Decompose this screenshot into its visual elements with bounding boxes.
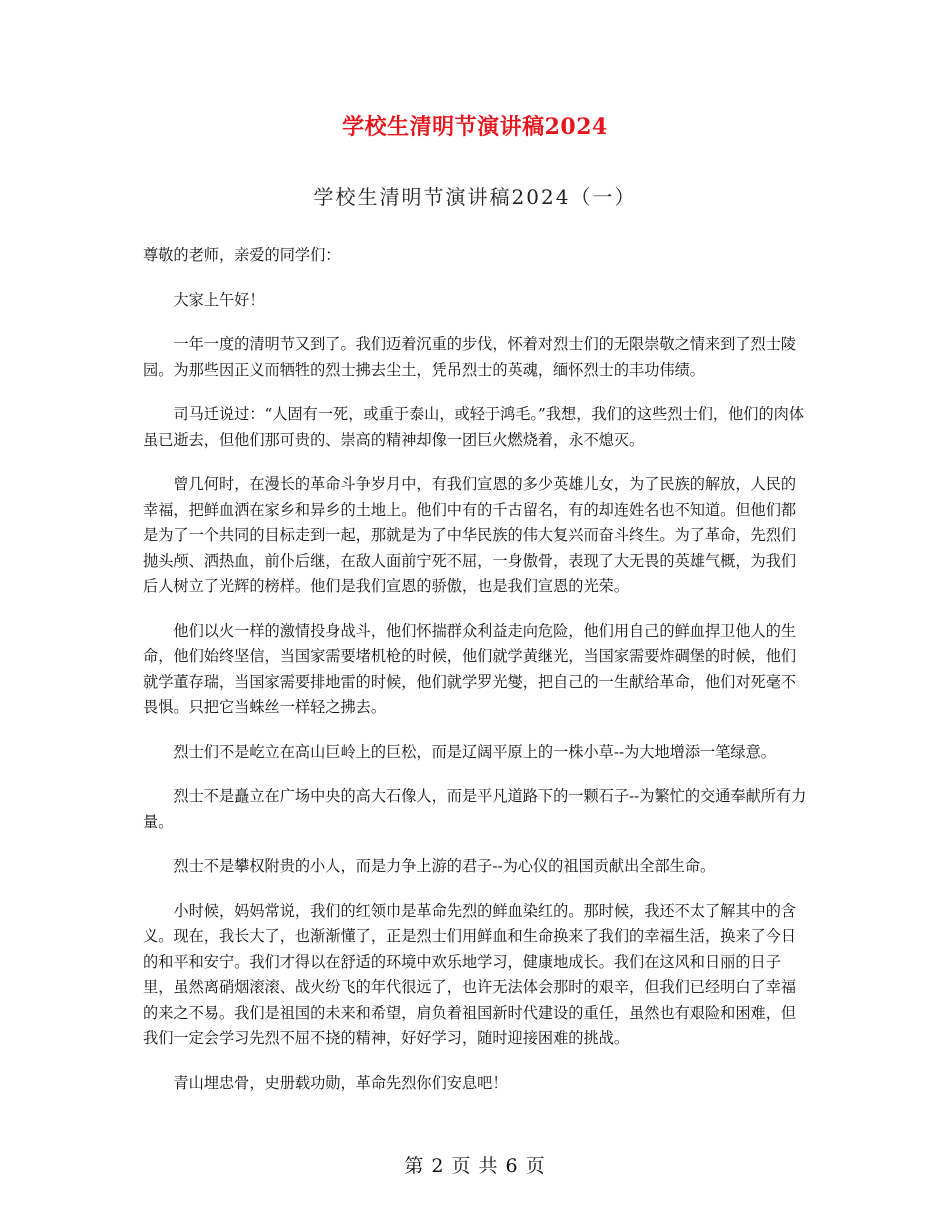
- body-paragraph: 小时候，妈妈常说，我们的红领巾是革命先烈的鲜血染红的。那时候，我还不太了解其中的含义。现在，我长大了，也渐渐懂了，正是烈士们用鲜血和生命换来了我们的幸福生活，换来了今日的和平和安宁。我们才得以在舒适的环境中欢乐地学习，健康地成长。我们在这风和日丽的日子里，虽然离硝烟滚滚、战火纷飞的年代很远了，也许无法体会那时的艰辛，但我们已经明白了幸福的来之不易。我们是祖国的未来和希望，肩负着祖国新时代建设的重任，虽然也有艰险和困难，但我们一定会学习先烈不屈不挠的精神，好好学习，随时迎接困难的挑战。: [143, 901, 797, 1047]
- document-title: 学校生清明节演讲稿2024: [342, 114, 608, 140]
- salutation: 尊敬的老师，亲爱的同学们：: [143, 246, 341, 264]
- greeting-paragraph: 大家上午好！: [173, 290, 265, 309]
- closing-paragraph: 青山埋忠骨，史册载功勋，革命先烈你们安息吧！: [173, 1073, 508, 1092]
- body-paragraph: 曾几何时，在漫长的革命斗争岁月中，有我们宣恩的多少英雄儿女，为了民族的解放，人民的幸福，把鲜血洒在家乡和异乡的土地上。他们中有的千古留名，有的却连姓名也不知道。但他们都是为了一个共同的目标走到一起，那就是为了中华民族的伟大复兴而奋斗终生。为了革命，先烈们抛头颅、洒热血，前仆后继，在敌人面前宁死不屈，一身傲骨，表现了大无畏的英雄气概，为我们后人树立了光辉的榜样。他们是我们宣恩的骄傲，也是我们宣恩的光荣。: [143, 475, 797, 595]
- body-paragraph: 烈士不是矗立在广场中央的高大石像人，而是平凡道路下的一颗石子--为繁忙的交通奉献所有力量。: [143, 787, 807, 831]
- body-paragraph: 他们以火一样的激情投身战斗，他们怀揣群众利益走向危险，他们用自己的鲜血捍卫他人的生命，他们始终坚信，当国家需要堵机枪的时候，他们就学黄继光，当国家需要炸碉堡的时候，他们就学董存瑞，当国家需要排地雷的时候，他们就学罗光燮，把自己的一生献给革命，他们对死毫不畏惧。只把它当蛛丝一样轻之拂去。: [143, 621, 797, 716]
- speech-body: [143, 243, 811, 1115]
- body-paragraph: 烈士们不是屹立在高山巨岭上的巨松，而是辽阔平原上的一株小草--为大地增添一笔绿意。: [173, 742, 776, 761]
- section-title: 学校生清明节演讲稿2024（一）: [313, 185, 637, 209]
- body-paragraph: 烈士不是攀权附贵的小人，而是力争上游的君子--为心仪的祖国贡献出全部生命。: [173, 857, 716, 875]
- body-paragraph: 司马迁说过：“人固有一死，或重于泰山，或轻于鸿毛。”我想，我们的这些烈士们，他们的肉体虽已逝去，但他们那可贵的、崇高的精神却像一团巨火燃烧着，永不熄灭。: [143, 405, 805, 449]
- page-number-footer: 第 2 页 共 6 页: [404, 1155, 546, 1177]
- body-paragraph: 一年一度的清明节又到了。我们迈着沉重的步伐，怀着对烈士们的无限崇敬之情来到了烈士陵园。为那些因正义而牺牲的烈士拂去尘土，凭吊烈士的英魂，缅怀烈士的丰功伟绩。: [143, 335, 797, 379]
